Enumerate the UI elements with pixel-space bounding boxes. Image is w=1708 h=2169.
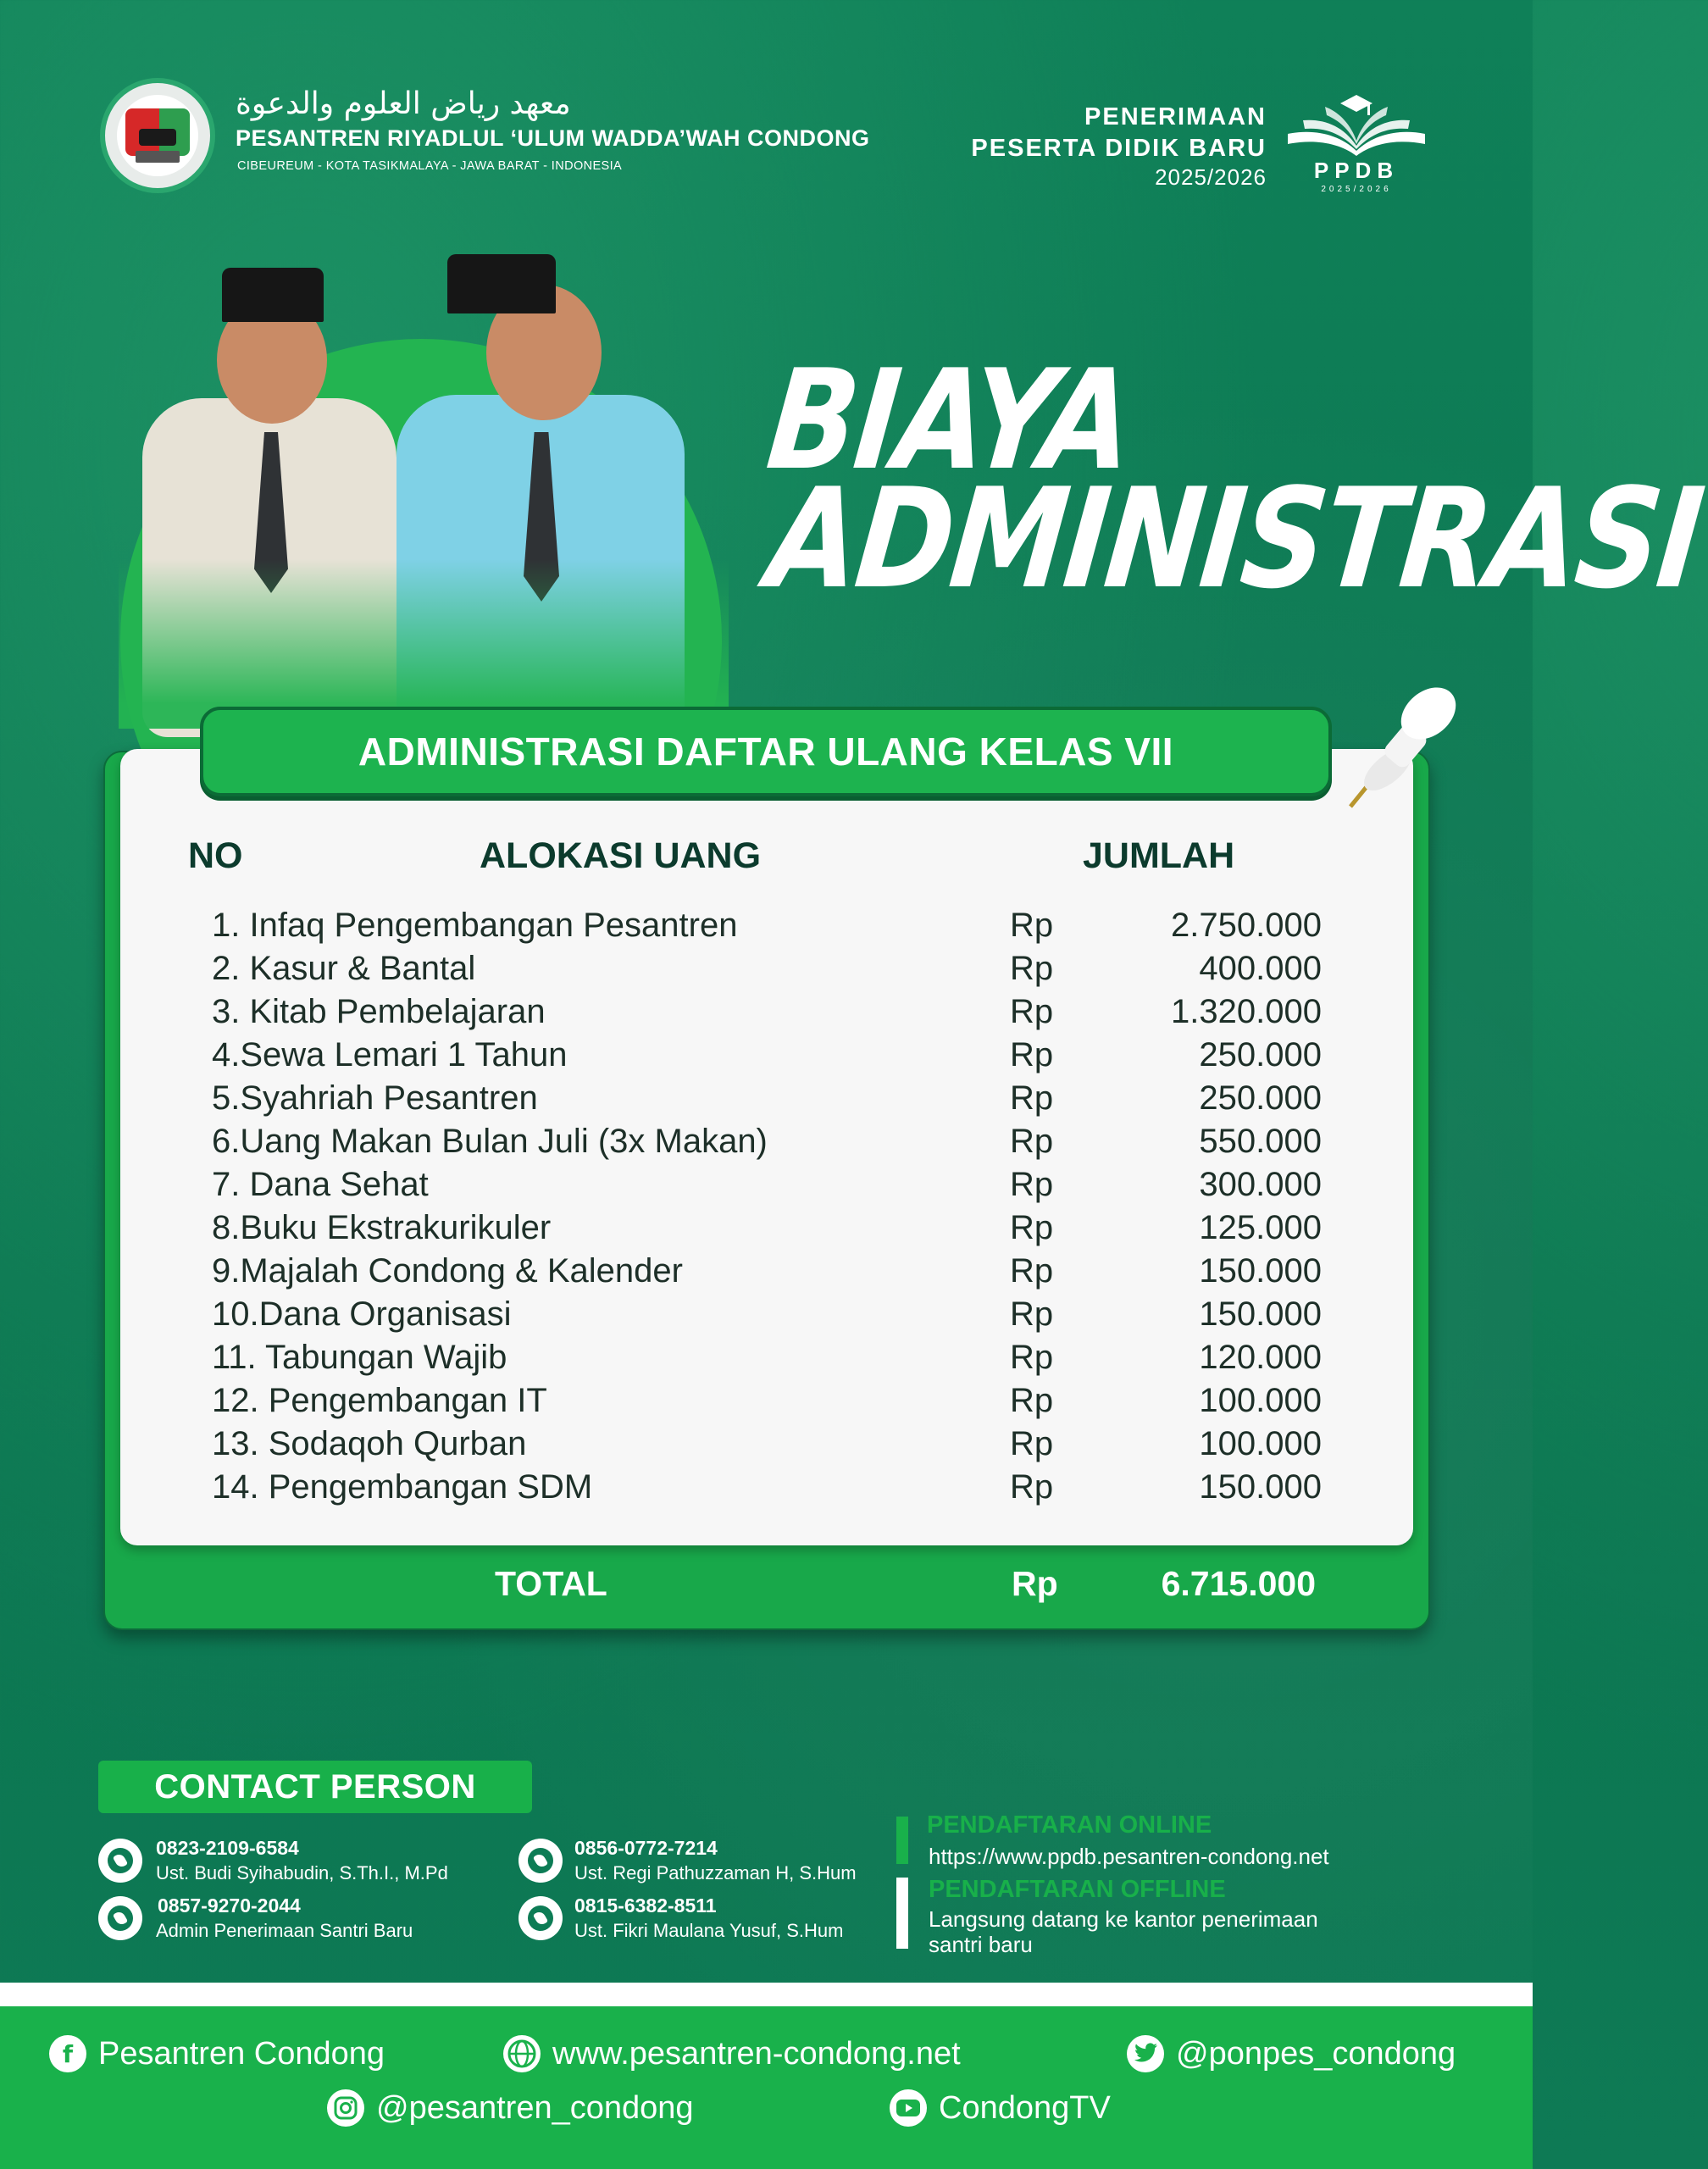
whatsapp-icon [518, 1839, 563, 1883]
online-registration-heading: PENDAFTARAN ONLINE [927, 1811, 1212, 1839]
fee-card-heading: ADMINISTRASI DAFTAR ULANG KELAS VII [200, 707, 1332, 796]
total-label: TOTAL [495, 1564, 607, 1603]
col-header-allocation: ALOKASI UANG [480, 835, 762, 876]
row-amount: 300.000 [1199, 1166, 1322, 1203]
row-currency: Rp [1010, 1036, 1054, 1073]
photo-fade [119, 559, 729, 729]
instagram-icon [327, 2089, 364, 2127]
row-currency: Rp [1010, 1425, 1054, 1462]
row-label: 4.Sewa Lemari 1 Tahun [212, 1036, 568, 1073]
open-book-icon [1279, 92, 1434, 159]
footer [0, 2006, 1533, 2169]
table-row [212, 1252, 1322, 1295]
contact-phone: 0857-9270-2044 [158, 1894, 301, 1917]
row-label: 13. Sodaqoh Qurban [212, 1425, 527, 1462]
table-row [212, 1209, 1322, 1252]
whatsapp-icon [98, 1839, 142, 1883]
table-row [212, 993, 1322, 1036]
table-row [212, 1166, 1322, 1209]
footer-website-label: www.pesantren-condong.net [552, 2035, 961, 2072]
contact-phone: 0823-2109-6584 [156, 1837, 299, 1859]
row-currency: Rp [1010, 1295, 1054, 1333]
footer-facebook[interactable] [49, 2035, 385, 2072]
offline-registration-text: Langsung datang ke kantor penerimaan [929, 1906, 1318, 1932]
row-amount: 125.000 [1199, 1209, 1322, 1246]
row-label: 6.Uang Makan Bulan Juli (3x Makan) [212, 1123, 768, 1160]
row-label: 5.Syahriah Pesantren [212, 1079, 538, 1117]
ppdb-logo-year: 2025/2026 [1321, 185, 1392, 194]
school-address: CIBEUREUM - KOTA TASIKMALAYA - JAWA BARAT - INDONESIA [237, 159, 623, 173]
row-label: 9.Majalah Condong & Kalender [212, 1252, 683, 1290]
footer-instagram[interactable] [327, 2089, 694, 2127]
row-currency: Rp [1010, 1123, 1054, 1160]
row-label: 14. Pengembangan SDM [212, 1468, 593, 1506]
offline-registration-text-2: santri baru [929, 1932, 1033, 1957]
footer-facebook-label: Pesantren Condong [98, 2035, 385, 2072]
page-title-line2: ADMINISTRASI [761, 458, 1708, 619]
footer-twitter-label: @ponpes_condong [1176, 2035, 1456, 2072]
row-amount: 250.000 [1199, 1036, 1322, 1073]
row-amount: 400.000 [1199, 950, 1322, 987]
row-currency: Rp [1010, 1079, 1054, 1117]
globe-icon [503, 2035, 541, 2072]
row-amount: 120.000 [1199, 1339, 1322, 1376]
contact-name: Ust. Budi Syihabudin, S.Th.I., M.Pd [156, 1862, 448, 1883]
row-amount: 2.750.000 [1171, 907, 1322, 944]
footer-instagram-label: @pesantren_condong [376, 2089, 694, 2126]
row-currency: Rp [1010, 1252, 1054, 1290]
row-currency: Rp [1010, 993, 1054, 1030]
whatsapp-icon [98, 1896, 142, 1940]
contact-phone: 0815-6382-8511 [574, 1894, 717, 1917]
row-currency: Rp [1010, 1382, 1054, 1419]
row-amount: 1.320.000 [1171, 993, 1322, 1030]
ppdb-year: 2025/2026 [1155, 164, 1267, 190]
row-amount: 150.000 [1199, 1468, 1322, 1506]
table-row [212, 1425, 1322, 1468]
row-label: 3. Kitab Pembelajaran [212, 993, 546, 1030]
offline-registration-heading: PENDAFTARAN OFFLINE [929, 1876, 1226, 1903]
row-label: 2. Kasur & Bantal [212, 950, 476, 987]
ppdb-logo [1279, 92, 1434, 200]
offline-accent-bar [896, 1878, 908, 1949]
table-row [212, 1382, 1322, 1425]
facebook-icon: f [49, 2035, 86, 2072]
row-currency: Rp [1010, 1209, 1054, 1246]
row-label: 8.Buku Ekstrakurikuler [212, 1209, 552, 1246]
table-row [212, 1468, 1322, 1512]
total-amount: 6.715.000 [1161, 1564, 1316, 1603]
row-label: 1. Infaq Pengembangan Pesantren [212, 907, 738, 944]
row-label: 11. Tabungan Wajib [212, 1339, 507, 1376]
ppdb-line1: PENERIMAAN [1084, 103, 1267, 130]
pushpin-icon [1339, 678, 1466, 813]
row-currency: Rp [1010, 950, 1054, 987]
ppdb-title [971, 102, 1267, 164]
whatsapp-icon [518, 1896, 563, 1940]
footer-youtube-label: CondongTV [939, 2089, 1111, 2126]
youtube-icon [890, 2089, 927, 2127]
row-amount: 100.000 [1199, 1382, 1322, 1419]
table-row [212, 1295, 1322, 1339]
school-name: PESANTREN RIYADLUL ‘ULUM WADDA’WAH CONDONG [236, 125, 870, 151]
row-label: 7. Dana Sehat [212, 1166, 429, 1203]
contact-name: Ust. Regi Pathuzzaman H, S.Hum [574, 1862, 857, 1883]
col-header-amount: JUMLAH [1083, 835, 1235, 876]
row-currency: Rp [1010, 1468, 1054, 1506]
row-currency: Rp [1010, 1339, 1054, 1376]
table-row [212, 1079, 1322, 1123]
row-label: 12. Pengembangan IT [212, 1382, 547, 1419]
ppdb-line2: PESERTA DIDIK BARU [971, 135, 1267, 162]
contact-name: Admin Penerimaan Santri Baru [156, 1920, 413, 1941]
row-amount: 250.000 [1199, 1079, 1322, 1117]
page-title-line1: BIAYA [761, 340, 1139, 501]
row-amount: 550.000 [1199, 1123, 1322, 1160]
contact-phone: 0856-0772-7214 [574, 1837, 718, 1859]
online-accent-bar [896, 1817, 908, 1864]
table-row [212, 1123, 1322, 1166]
total-currency: Rp [1012, 1564, 1058, 1603]
footer-website[interactable] [503, 2035, 961, 2072]
row-amount: 150.000 [1199, 1295, 1322, 1333]
school-arabic-name: معهد رياض العلوم والدعوة [236, 86, 571, 121]
online-registration-url[interactable]: https://www.ppdb.pesantren-condong.net [929, 1844, 1329, 1869]
contact-name: Ust. Fikri Maulana Yusuf, S.Hum [574, 1920, 844, 1941]
row-amount: 150.000 [1199, 1252, 1322, 1290]
table-row [212, 1036, 1322, 1079]
table-row [212, 950, 1322, 993]
row-currency: Rp [1010, 1166, 1054, 1203]
footer-youtube[interactable] [890, 2089, 1111, 2127]
row-label: 10.Dana Organisasi [212, 1295, 512, 1333]
footer-twitter[interactable] [1127, 2035, 1456, 2072]
table-row [212, 1339, 1322, 1382]
col-header-no: NO [188, 835, 243, 876]
row-currency: Rp [1010, 907, 1054, 944]
contact-person-heading: CONTACT PERSON [98, 1761, 532, 1813]
row-amount: 100.000 [1199, 1425, 1322, 1462]
school-logo [100, 78, 215, 193]
footer-divider [0, 1983, 1533, 2006]
ppdb-logo-word: PPDB [1313, 158, 1400, 183]
twitter-icon [1127, 2035, 1164, 2072]
table-row [212, 907, 1322, 950]
